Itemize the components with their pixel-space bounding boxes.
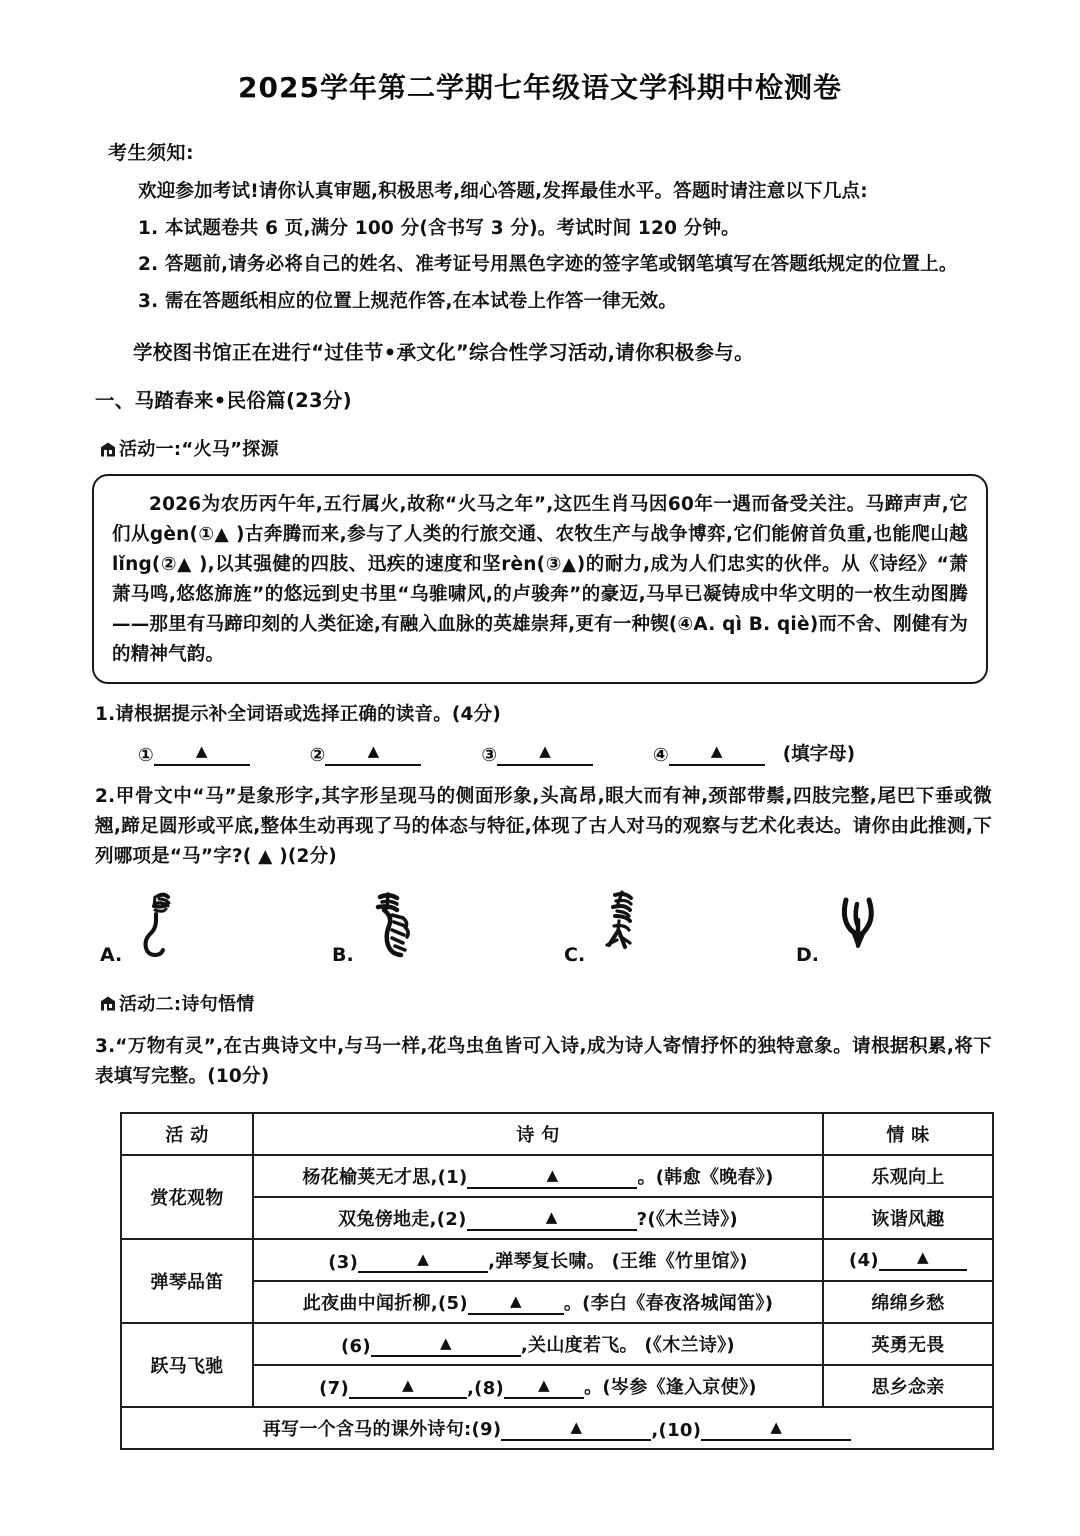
extra-text-middle: ,(10) (651, 1419, 702, 1441)
row-activity-3: 跃马飞驰 (121, 1323, 253, 1407)
answer-blank-3[interactable]: ▲ (497, 742, 593, 765)
mood-cell-6: 思乡念亲 (823, 1365, 993, 1407)
option-b-label: B. (332, 943, 354, 966)
answer-blank-4[interactable]: ▲ (669, 742, 765, 765)
page-title: 2025学年第二学期七年级语文学科期中检测卷 (238, 71, 842, 104)
poem-text-before-4: 此夜曲中闻折柳,(5) (302, 1292, 468, 1314)
mood-cell-3 (823, 1239, 993, 1281)
house-icon (100, 441, 116, 456)
activity-one-heading (0, 435, 1080, 461)
fill-letter-note: (填字母) (782, 743, 856, 765)
activity-one-label: 活动一:“火马”探源 (119, 439, 279, 460)
header-activity: 活 动 (121, 1113, 253, 1155)
table-row (121, 1155, 993, 1197)
poem-text-before-2: 双兔傍地走,(2) (338, 1208, 467, 1230)
poem-text-after-3: ,弹琴复长啸。 (王维《竹里馆》) (488, 1250, 748, 1272)
row-activity-1: 赏花观物 (121, 1155, 253, 1239)
activity-two-label: 活动二:诗句悟情 (119, 993, 255, 1015)
blank-marker-2: ② (309, 744, 326, 766)
blank-marker-4: ④ (653, 744, 669, 766)
row-activity-2: 弹琴品笛 (121, 1239, 253, 1323)
notice-line-4: 3. 需在答题纸相应的位置上规范作答,在本试卷上作答一律无效。 (138, 290, 678, 312)
poem-table (120, 1112, 994, 1450)
extra-text-before: 再写一个含马的课外诗句:(9) (262, 1418, 502, 1440)
option-a[interactable] (100, 890, 332, 968)
mood-cell-1: 乐观向上 (823, 1155, 993, 1197)
poem-cell-6 (253, 1365, 823, 1407)
poem-text-before-5: (6) (341, 1335, 371, 1357)
option-c-label: C. (564, 943, 586, 966)
poem-cell-2 (253, 1197, 823, 1239)
table-row (121, 1323, 993, 1365)
notice-line-3: 2. 答题前,请务必将自己的姓名、准考证号用黑色字迹的签字笔或钢笔填写在答题纸规定的位置上。 (138, 254, 958, 275)
poem-cell-5 (253, 1323, 823, 1365)
question-1-stem: 1.请根据提示补全词语或选择正确的读音。(4分) (95, 703, 501, 725)
table-answer-blank-8[interactable]: ▲ (504, 1377, 584, 1399)
option-d-label: D. (796, 943, 819, 966)
reading-passage-box (92, 474, 988, 684)
exam-page (0, 66, 1080, 1536)
option-a-label: A. (100, 943, 123, 966)
poem-text-after-1: 。(韩愈《晚春》) (637, 1166, 774, 1188)
mood-cell-2: 诙谐风趣 (823, 1197, 993, 1239)
activity-two-heading (0, 990, 1080, 1016)
table-row (121, 1239, 993, 1281)
house-icon (100, 995, 116, 1010)
option-d[interactable] (796, 890, 1028, 968)
table-row-extra (121, 1407, 993, 1449)
option-b[interactable] (332, 890, 564, 968)
oracle-bone-glyph-c-icon (595, 890, 657, 968)
blank-item-2[interactable] (310, 742, 422, 765)
table-answer-blank-1[interactable]: ▲ (467, 1167, 637, 1189)
table-answer-blank-9[interactable]: ▲ (501, 1419, 651, 1441)
mood-cell-5: 英勇无畏 (823, 1323, 993, 1365)
notice-heading: 考生须知: (108, 142, 195, 164)
poem-text-before-3: (3) (328, 1251, 359, 1273)
passage-text: 2026为农历丙午年,五行属火,故称“火马之年”,这匹生肖马因60年一遇而备受关注。马蹄声声,它们从gèn(①▲ )古奔腾而来,参与了人类的行旅交通、农牧生产与战争博弈,它们能俯首负重,也能爬山越lǐng(②▲ ),以其强健的四肢、迅疾的速度和坚rèn(③▲)的耐力,成为人们忠实的伙伴。从《诗经》“萧萧马鸣,悠悠旆旌”的悠远到史书里“乌骓啸风,的卢骏奔”的豪迈,马早已凝铸成中华文明的一枚生动图腾——那里有马蹄印刻的人类征途,有融入血脉的英雄崇拜,更有一种锲(④A. qì B. qiè)而不舍、刚健有为的精神气韵。 (112, 494, 968, 665)
table-answer-blank-2[interactable]: ▲ (467, 1209, 637, 1231)
answer-blank-1[interactable]: ▲ (154, 742, 250, 765)
blank-marker-3: ③ (481, 744, 498, 766)
poem-text-mid-6: ,(8) (467, 1377, 505, 1399)
oracle-bone-glyph-d-icon (829, 890, 891, 968)
notice-line-1: 欢迎参加考试!请你认真审题,积极思考,细心答题,发挥最佳水平。答题时请注意以下几点: (138, 181, 868, 202)
table-answer-blank-7[interactable]: ▲ (349, 1377, 467, 1399)
header-mood: 情 味 (823, 1113, 993, 1155)
question-2-stem: 2.甲骨文中“马”是象形字,其字形呈现马的侧面形象,头高昂,眼大而有神,颈部带鬃,四肢完整,尾巴下垂或微翘,蹄足圆形或平底,整体生动再现了马的体态与特征,体现了古人对马的观察与艺术化表达。请你由此推测,下列哪项是“马”字?( ▲ )(2分) (95, 785, 992, 867)
notice-line-2: 1. 本试题卷共 6 页,满分 100 分(含书写 3 分)。考试时间 120 分钟。 (138, 217, 740, 239)
poem-text-after-5: ,关山度若飞。 (《木兰诗》) (520, 1334, 735, 1356)
table-answer-blank-6[interactable]: ▲ (371, 1335, 521, 1357)
section-heading-one: 一、马踏春来•民俗篇(23分) (95, 389, 352, 412)
poem-text-before-1: 杨花榆荚无才思,(1) (302, 1166, 468, 1188)
oracle-bone-glyph-b-icon (364, 890, 426, 968)
blank-item-4[interactable] (653, 740, 855, 766)
poem-text-after-6: 。(岑参《逢入京使》) (584, 1376, 757, 1398)
blank-marker-1: ① (138, 744, 154, 766)
table-header-row (121, 1113, 993, 1155)
question-1-blanks (0, 740, 1080, 766)
table-answer-blank-4[interactable]: ▲ (879, 1249, 967, 1271)
option-c[interactable] (564, 890, 796, 968)
table-answer-blank-10[interactable]: ▲ (701, 1419, 851, 1441)
passage-container (0, 474, 1080, 684)
answer-blank-2[interactable]: ▲ (325, 742, 421, 765)
blank-item-3[interactable] (481, 742, 593, 765)
poem-text-after-2: ?(《木兰诗》) (636, 1208, 738, 1230)
poem-text-after-4: 。(李白《春夜洛城闻笛》) (563, 1292, 774, 1314)
extra-poem-cell (121, 1407, 993, 1449)
poem-cell-1 (253, 1155, 823, 1197)
question-2-options (0, 890, 1080, 968)
mood-cell-4: 绵绵乡愁 (823, 1281, 993, 1323)
question-3-stem: 3.“万物有灵”,在古典诗文中,与马一样,花鸟虫鱼皆可入诗,成为诗人寄情抒怀的独特意象。请根据积累,将下表填写完整。(10分) (95, 1035, 992, 1087)
blank-item-1[interactable] (138, 742, 250, 765)
poem-cell-3 (253, 1239, 823, 1281)
mood-blank-prefix: (4) (849, 1249, 879, 1271)
oracle-bone-glyph-a-icon (132, 890, 194, 968)
poem-text-before-6: (7) (319, 1377, 350, 1399)
lead-in-text: 学校图书馆正在进行“过佳节•承文化”综合性学习活动,请你积极参与。 (133, 341, 754, 364)
header-poem: 诗 句 (253, 1113, 823, 1155)
poem-cell-4 (253, 1281, 823, 1323)
table-answer-blank-3[interactable]: ▲ (358, 1251, 488, 1273)
table-answer-blank-5[interactable]: ▲ (468, 1293, 564, 1315)
